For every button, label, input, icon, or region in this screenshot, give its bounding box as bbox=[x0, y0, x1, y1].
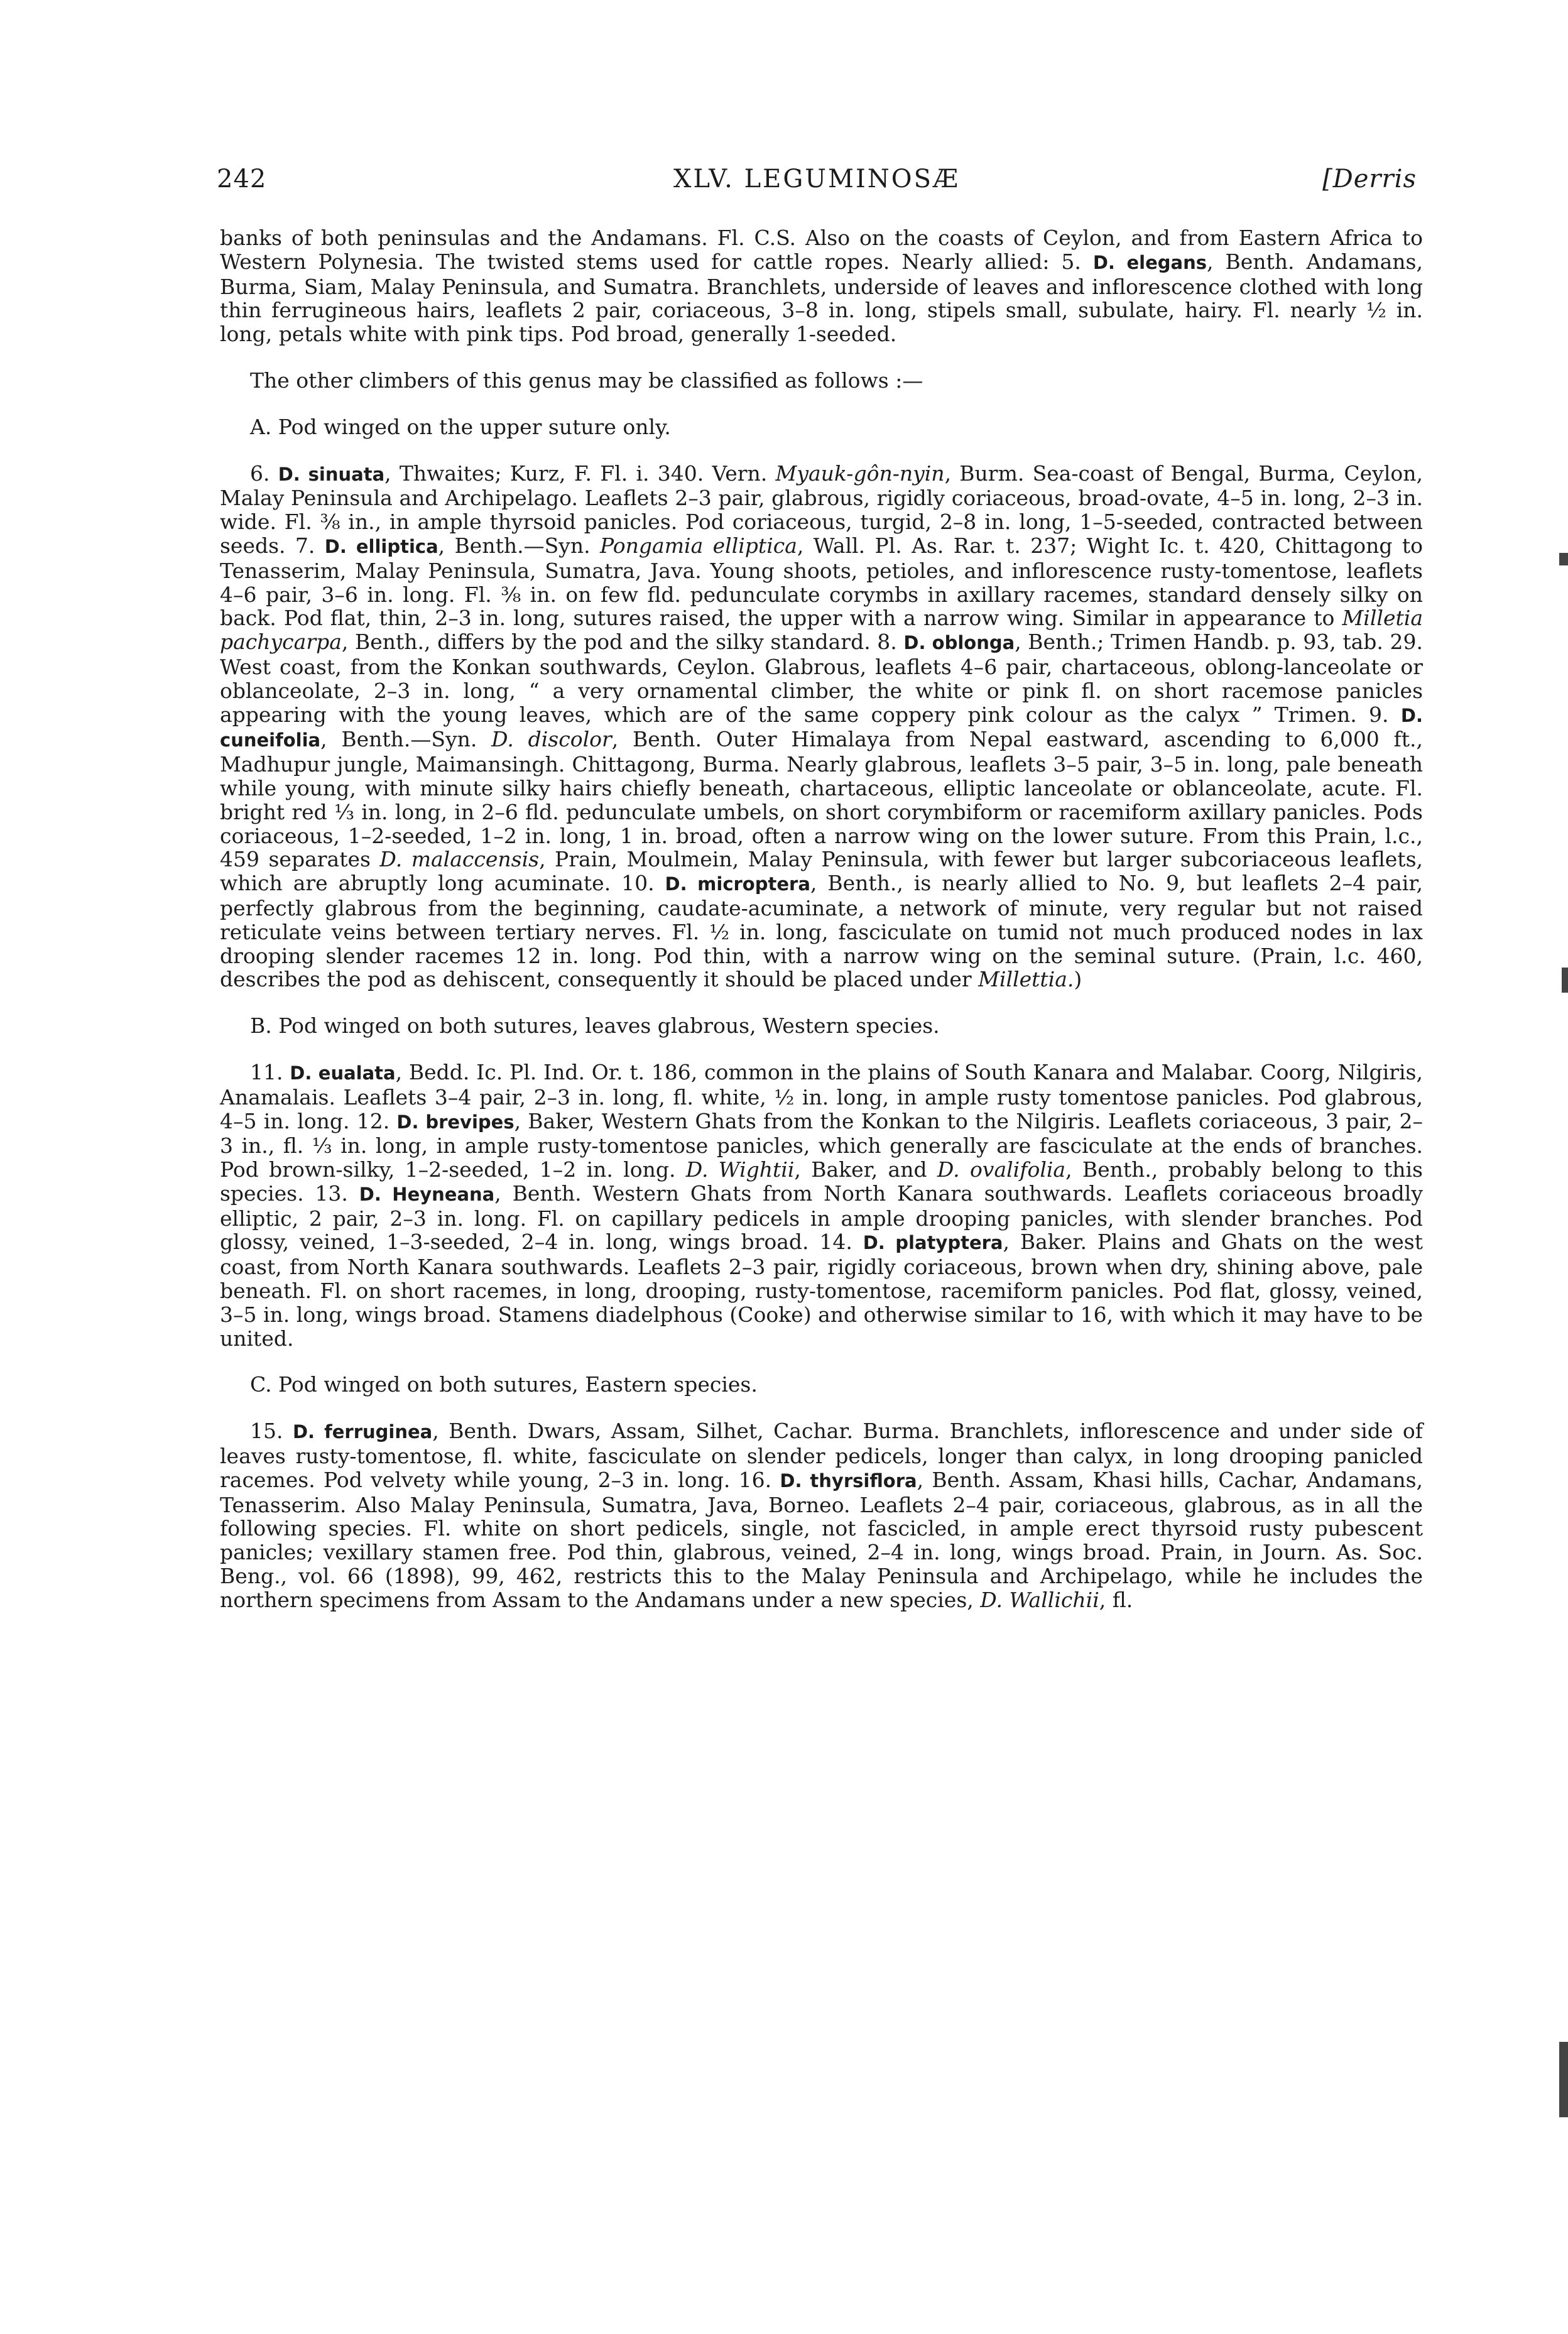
binding-shadow bbox=[1559, 2042, 1568, 2117]
section-b-text: 11. D. eualata, Bedd. Ic. Pl. Ind. Or. t. 186, common in the plains of South Kanara and Malabar. Coorg, Nilgiris, Anamalais. Leaflets 3–4 pair, 2–3 in. long, fl. white, ½ in. long, in ample rusty tomentose panicles. Pod glabrous, 4–5 in. long. 12. D. brevipes, Baker, Western Ghats from the Konkan to the Nilgiris. Leaflets coriaceous, 3 pair, 2–3 in., fl. ⅓ in. long, in ample rusty-tomentose panicles, which generally are fasciculate at the ends of branches. Pod brown-silky, 1–2-seeded, 1–2 in. long. D. Wightii, Baker, and D. ovalifolia, Benth., probably belong to this species. 13. D. Heyneana, Benth. Western Ghats from North Kanara southwards. Leaflets coriaceous broadly elliptic, 2 pair, 2–3 in. long. Fl. on capillary pedicels in ample drooping panicles, with slender branches. Pod glossy, veined, 1–3-seeded, 2–4 in. long, wings broad. 14. D. platyptera, Baker. Plains and Ghats on the west coast, from North Kanara southwards. Leaflets 2–3 pair, rigidly coriaceous, brown when dry, shining above, pale beneath. Fl. on short racemes, in long, drooping, rusty-tomentose, racemiform panicles. Pod flat, glossy, veined, 3–5 in. long, wings broad. Stamens diadelphous (Cooke) and otherwise similar to 16, with which it may have to be united. bbox=[220, 1059, 1423, 1351]
section-b-heading: B. Pod winged on both sutures, leaves glabrous, Western species. bbox=[250, 1013, 940, 1039]
family-title: XLV. LEGUMINOSÆ bbox=[673, 165, 961, 194]
section-a-heading: A. Pod winged on the upper suture only. bbox=[250, 414, 671, 439]
running-header bbox=[217, 165, 1417, 202]
genus-label: [Derris bbox=[1322, 165, 1417, 194]
binding-shadow bbox=[1559, 553, 1568, 565]
page-body bbox=[220, 226, 1423, 1612]
section-c-heading: C. Pod winged on both sutures, Eastern species. bbox=[250, 1372, 758, 1397]
section-c-text: 15. D. ferruginea, Benth. Dwars, Assam, Silhet, Cachar. Burma. Branchlets, inflorescence and under side of leaves rusty-tomentose, fl. white, fasciculate on slender pedicels, longer than calyx, in long drooping panicled racemes. Pod velvety while young, 2–3 in. long. 16. D. thyrsiflora, Benth. Assam, Khasi hills, Cachar, Andamans, Tenasserim. Also Malay Peninsula, Sumatra, Java, Borneo. Leaflets 2–4 pair, coriaceous, glabrous, as in all the following species. Fl. white on short pedicels, single, not fascicled, in ample erect thyrsoid rusty pubescent panicles; vexillary stamen free. Pod thin, glabrous, veined, 2–4 in. long, wings broad. Prain, in Journ. As. Soc. Beng., vol. 66 (1898), 99, 462, restricts this to the Malay Peninsula and Archipelago, while he includes the northern specimens from Assam to the Andamans under a new species, D. Wallichii, fl. bbox=[220, 1419, 1424, 1612]
classification-intro: The other climbers of this genus may be classified as follows :— bbox=[250, 368, 923, 393]
paragraph-continuation: banks of both peninsulas and the Andamans. Fl. C.S. Also on the coasts of Ceylon, and from Eastern Africa to Western Polynesia. The twisted stems used for cattle ropes. Nearly allied: 5. D. elegans, Benth. Andamans, Burma, Siam, Malay Peninsula, and Sumatra. Branchlets, underside of leaves and inflorescence clothed with long thin ferrugineous hairs, leaflets 2 pair, coriaceous, 3–8 in. long, stipels small, subulate, hairy. Fl. nearly ½ in. long, petals white with pink tips. Pod broad, generally 1-seeded. bbox=[220, 226, 1423, 347]
binding-shadow bbox=[1562, 968, 1568, 993]
page-number: 242 bbox=[217, 165, 267, 194]
section-a-text: 6. D. sinuata, Thwaites; Kurz, F. Fl. i. 340. Vern. Myauk-gôn-nyin, Burm. Sea-coast of Bengal, Burma, Ceylon, Malay Peninsula and Archipelago. Leaflets 2–3 pair, glabrous, rigidly coriaceous, broad-ovate, 4–5 in. long, 2–3 in. wide. Fl. ⅜ in., in ample thyrsoid panicles. Pod coriaceous, turgid, 2–8 in. long, 1–5-seeded, contracted between seeds. 7. D. elliptica, Benth.—Syn. Pongamia elliptica, Wall. Pl. As. Rar. t. 237; Wight Ic. t. 420, Chittagong to Tenasserim, Malay Peninsula, Sumatra, Java. Young shoots, petioles, and inflorescence rusty-tomentose, leaflets 4–6 pair, 3–6 in. long. Fl. ⅜ in. on few fld. pedunculate corymbs in axillary racemes, standard densely silky on back. Pod flat, thin, 2–3 in. long, sutures raised, the upper with a narrow wing. Similar in appearance to Milletia pachycarpa, Benth., differs by the pod and the silky standard. 8. D. oblonga, Benth.; Trimen Handb. p. 93, tab. 29. West coast, from the Konkan southwards, Ceylon. Glabrous, leaflets 4–6 pair, chartaceous, oblong-lanceolate or oblanceolate, 2–3 in. long, “ a very ornamental climber, the white or pink fl. on short racemose panicles appearing with the young leaves, which are of the same coppery pink colour as the calyx ” Trimen. 9. D. cuneifolia, Benth.—Syn. D. discolor, Benth. Outer Himalaya from Nepal eastward, ascending to 6,000 ft., Madhupur jungle, Maimansingh. Chittagong, Burma. Nearly glabrous, leaflets 3–5 pair, 3–5 in. long, pale beneath while young, with minute silky hairs chiefly beneath, chartaceous, elliptic lanceolate or oblanceolate, acute. Fl. bright red ⅓ in. long, in 2–6 fld. pedunculate umbels, on short corymbiform or racemiform axillary panicles. Pods coriaceous, 1–2-seeded, 1–2 in. long, 1 in. broad, often a narrow wing on the lower suture. From this Prain, l.c., 459 separates D. malaccensis, Prain, Moulmein, Malay Peninsula, with fewer but larger subcoriaceous leaflets, which are abruptly long acuminate. 10. D. microptera, Benth., is nearly allied to No. 9, but leaflets 2–4 pair, perfectly glabrous from the beginning, caudate-acuminate, a network of minute, very regular but not raised reticulate veins between tertiary nerves. Fl. ½ in. long, fasciculate on tumid not much produced nodes in lax drooping slender racemes 12 in. long. Pod thin, with a narrow wing on the seminal suture. (Prain, l.c. 460, describes the pod as dehiscent, consequently it should be placed under Millettia.) bbox=[220, 461, 1423, 992]
